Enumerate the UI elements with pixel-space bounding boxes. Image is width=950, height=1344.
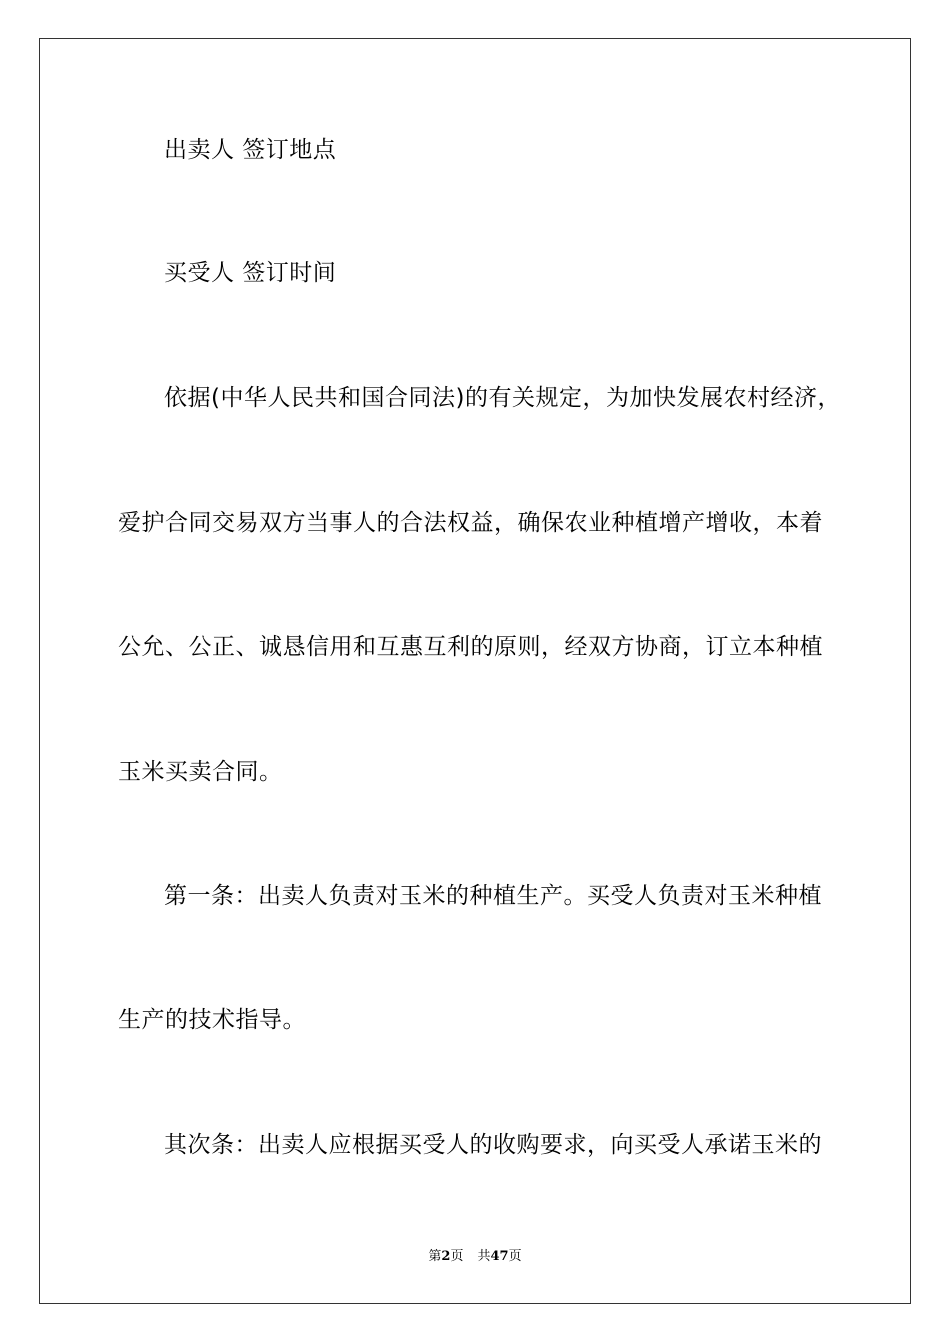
page-suffix: 页 [450, 1249, 464, 1264]
paragraph-line: 爱护合同交易双方当事人的合法权益，确保农业种植增产增收，本着 [118, 510, 823, 536]
current-page-number: 2 [441, 1249, 451, 1264]
total-suffix: 页 [508, 1249, 522, 1264]
buyer-line: 买受人 签订时间 [164, 260, 337, 286]
total-page-count: 47 [490, 1249, 509, 1264]
page-border [39, 38, 911, 1304]
paragraph-line: 玉米买卖合同。 [118, 759, 283, 785]
page-prefix: 第 [428, 1249, 442, 1264]
article-one-line: 第一条：出卖人负责对玉米的种植生产。买受人负责对玉米种植 [164, 883, 822, 909]
page-footer [0, 1248, 950, 1266]
paragraph-line: 依据(中华人民共和国合同法)的有关规定，为加快发展农村经济， [164, 385, 841, 411]
total-prefix: 共 [477, 1249, 491, 1264]
article-one-line: 生产的技术指导。 [118, 1007, 306, 1033]
paragraph-line: 公允、公正、诚恳信用和互惠互利的原则，经双方协商，订立本种植 [118, 634, 823, 660]
seller-line: 出卖人 签订地点 [164, 137, 337, 163]
article-two-line: 其次条：出卖人应根据买受人的收购要求，向买受人承诺玉米的 [164, 1132, 822, 1158]
